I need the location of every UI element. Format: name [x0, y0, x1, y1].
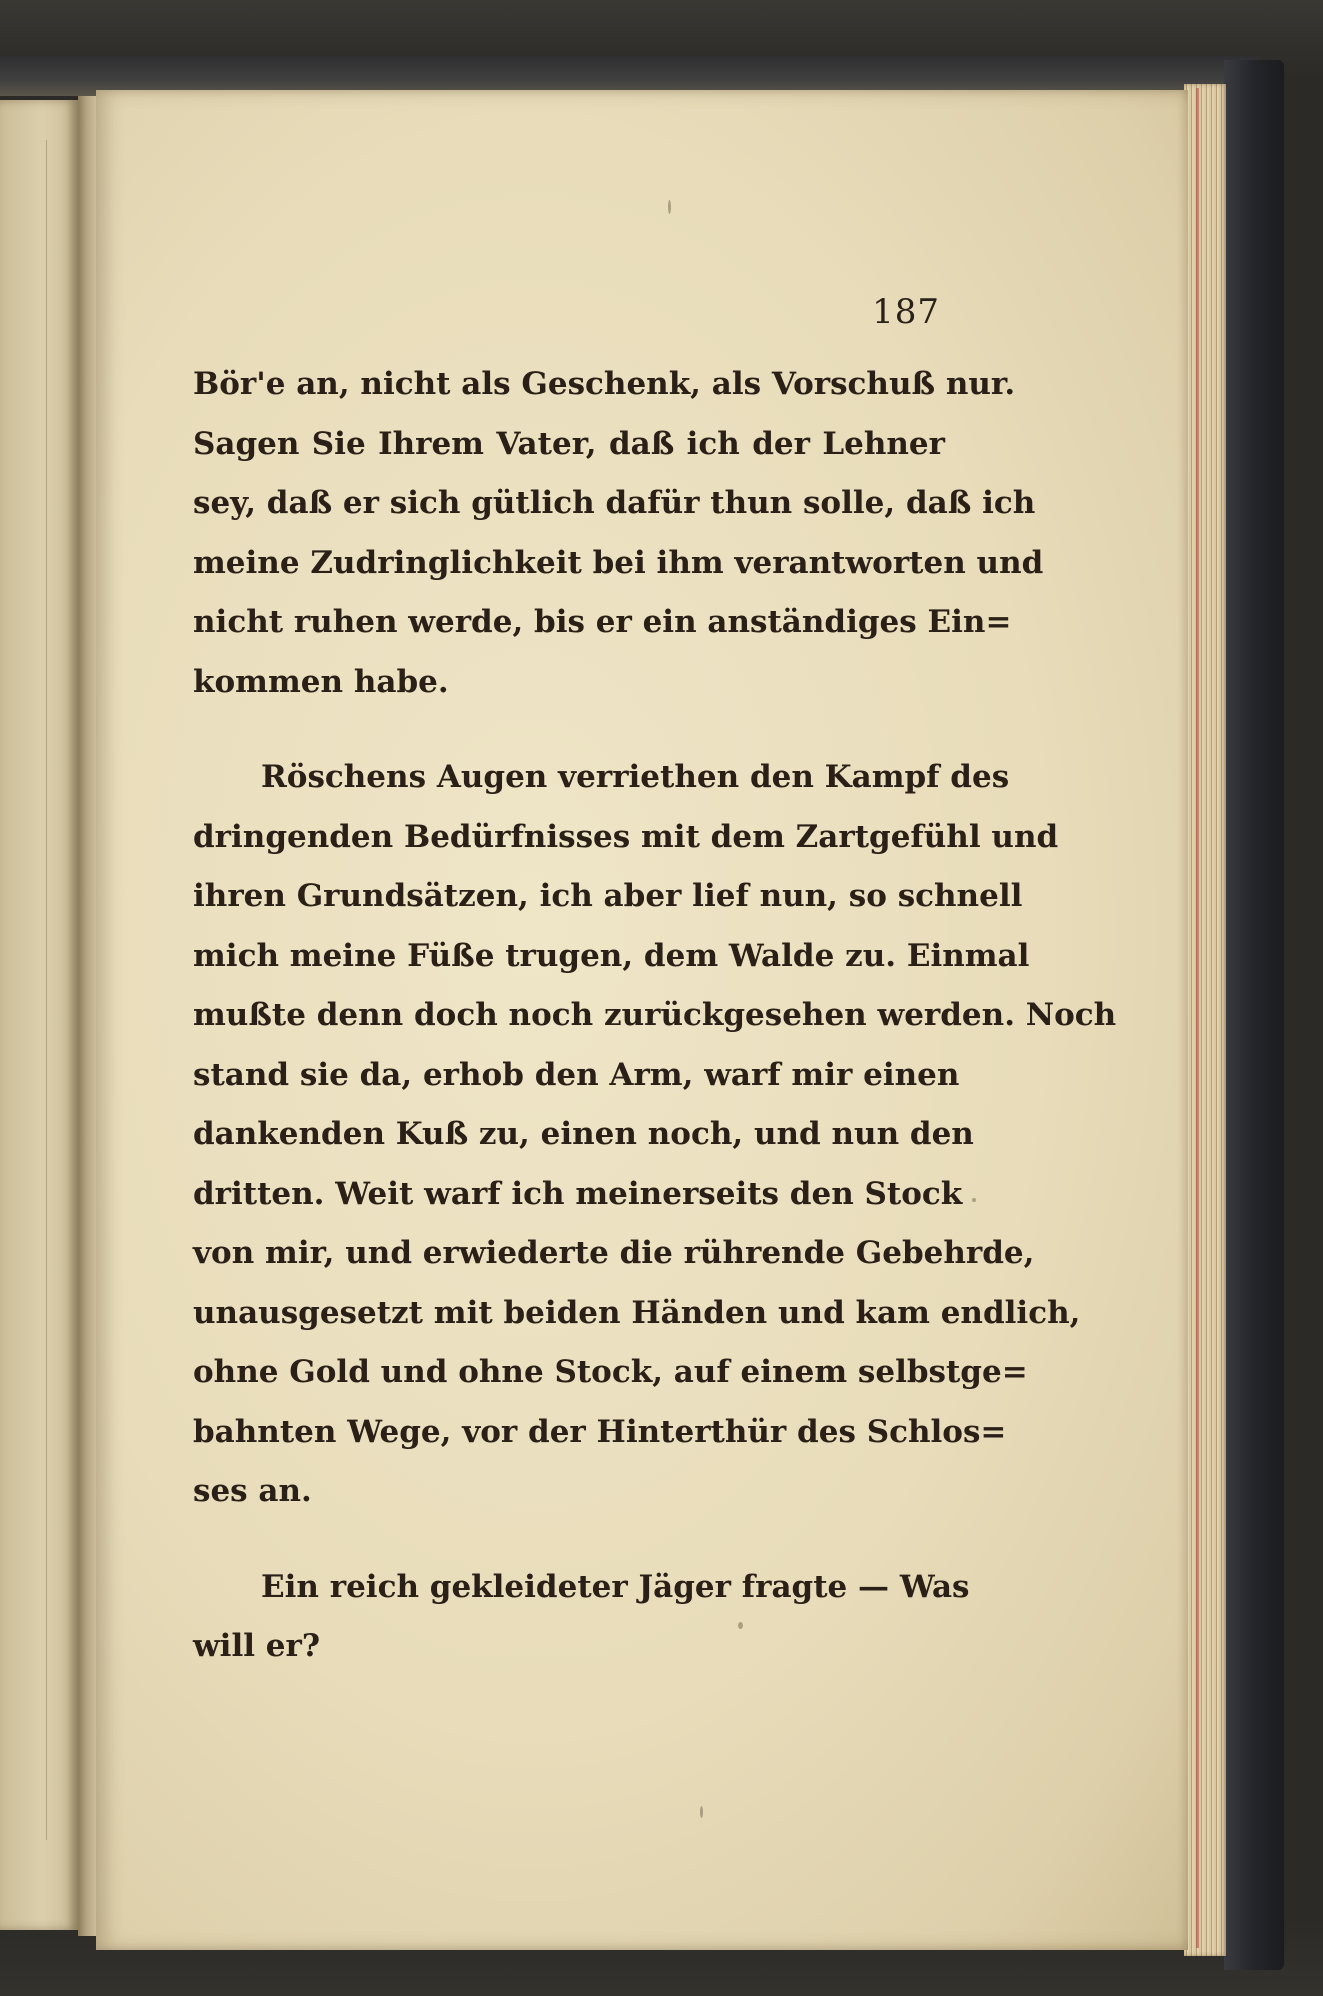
text-line: meine Zudringlichkeit bei ihm verantworten und — [193, 544, 1044, 581]
text-line: sey, daß er sich gütlich dafür thun solle, daß ich — [193, 485, 1036, 521]
text-line: Bör'e an, nicht als Geschenk, als Vorschuß nur. — [193, 366, 1016, 402]
text-line: Sagen Sie Ihrem Vater, daß ich der Lehner — [193, 425, 945, 462]
text-line: stand sie da, erhob den Arm, warf mir einen — [193, 1056, 960, 1093]
text-line: ses an. — [193, 1473, 312, 1509]
text-line: dringenden Bedürfnisses mit dem Zartgefühl und — [193, 818, 1059, 855]
paper-speck — [700, 1806, 703, 1818]
text-line: ihren Grundsätzen, ich aber lief nun, so schnell — [193, 878, 1023, 914]
text-line: kommen habe. — [193, 663, 449, 700]
text-line: bahnten Wege, vor der Hinterthür des Schlos= — [193, 1413, 1007, 1450]
page-body-text — [193, 355, 1117, 1677]
text-line: dritten. Weit warf ich meinerseits den Stock — [193, 1175, 963, 1212]
text-line: mich meine Füße trugen, dem Walde zu. Einmal — [193, 937, 1030, 974]
paragraph — [193, 355, 1044, 712]
text-line: unausgesetzt mit beiden Händen und kam endlich, — [193, 1294, 1081, 1331]
text-line: Röschens Augen verriethen den Kampf des — [261, 759, 1010, 795]
text-line: mußte denn doch noch zurückgesehen werden. Noch — [193, 997, 1117, 1033]
paper-speck — [972, 1198, 976, 1202]
page-stack-edge — [1184, 84, 1226, 1956]
text-line: dankenden Kuß zu, einen noch, und nun den — [193, 1116, 974, 1152]
text-line: ohne Gold und ohne Stock, auf einem selbstge= — [193, 1354, 1028, 1390]
paragraph — [193, 1558, 970, 1677]
text-line: Ein reich gekleideter Jäger fragte — Was — [261, 1568, 970, 1605]
left-page-fold-line — [46, 140, 47, 1840]
page-number: 187 — [872, 292, 940, 332]
text-line: will er? — [193, 1628, 321, 1664]
left-facing-page — [0, 100, 78, 1930]
paper-speck — [668, 200, 671, 214]
text-line: von mir, und erwiederte die rührende Gebehrde, — [193, 1235, 1035, 1271]
back-cover-board — [1224, 60, 1284, 1970]
paragraph — [193, 748, 1117, 1522]
text-line: nicht ruhen werde, bis er ein anständiges Ein= — [193, 604, 1012, 640]
red-edge-stain — [1196, 88, 1199, 1948]
